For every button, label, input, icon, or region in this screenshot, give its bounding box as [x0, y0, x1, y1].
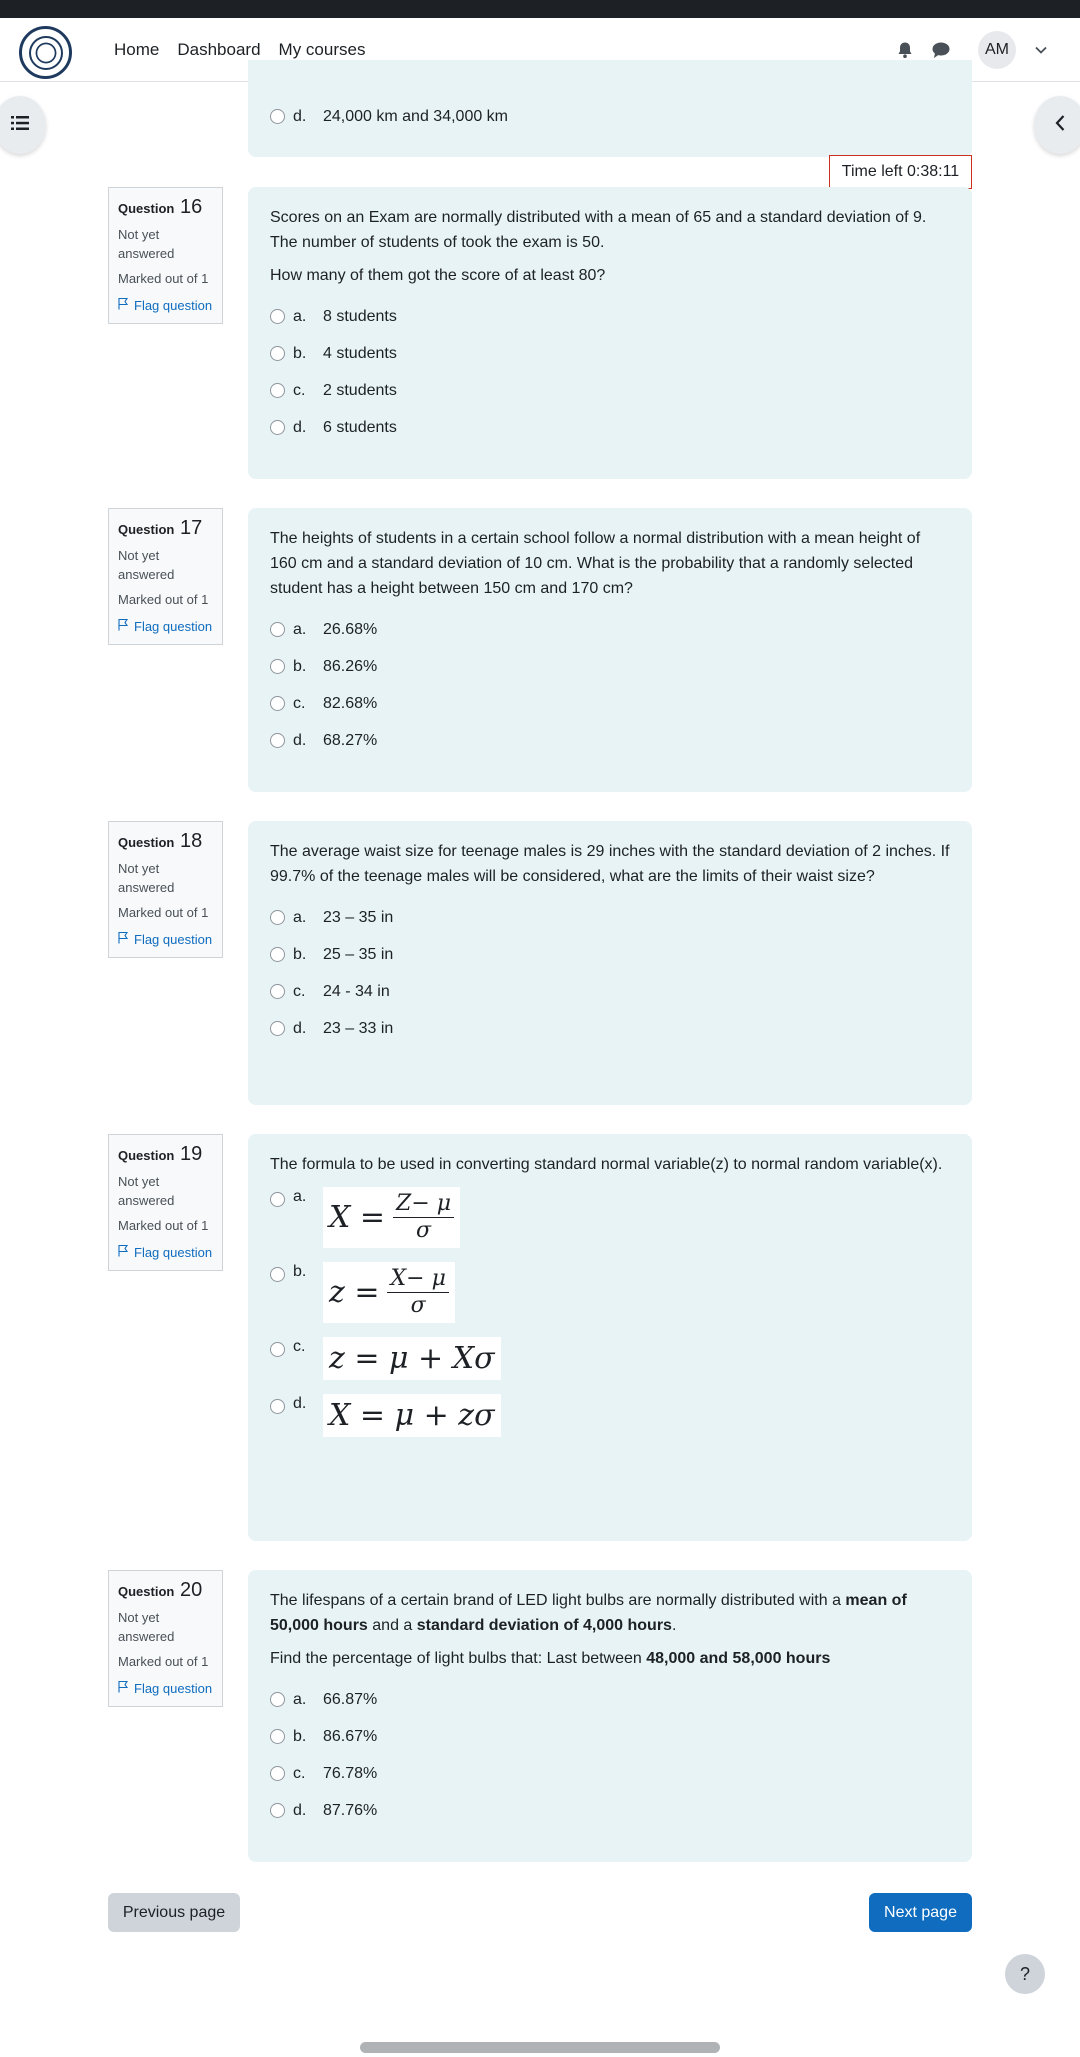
radio-button[interactable] — [270, 309, 285, 324]
question-grade: Marked out of 1 — [118, 271, 209, 286]
question-20-content — [248, 1570, 972, 1862]
answer-option[interactable]: c. 76.78% — [270, 1755, 950, 1792]
nav-home-link[interactable]: Home — [114, 40, 160, 59]
answer-list — [270, 899, 950, 1047]
quiz-timer: Time left 0:38:11 — [829, 155, 972, 189]
answer-option[interactable]: a. 8 students — [270, 298, 950, 335]
chevron-down-icon[interactable] — [1030, 39, 1052, 61]
answer-option[interactable]: c. z = μ + Xσ — [270, 1337, 950, 1380]
nav-dashboard-link[interactable]: Dashboard — [177, 40, 261, 59]
flag-icon — [118, 1679, 134, 1698]
formula-image: X = $\frac{Z- \mu}{\sigma}$ — [323, 1187, 460, 1248]
radio-button[interactable] — [270, 910, 285, 925]
answer-option[interactable]: c. 2 students — [270, 372, 950, 409]
question-text: The formula to be used in converting standard normal variable(z) to normal random variable(x). — [270, 1156, 943, 1173]
question-17-content — [248, 508, 972, 792]
horizontal-scrollbar[interactable] — [360, 2042, 720, 2053]
question-state: Not yet answered — [118, 227, 175, 261]
open-course-index-button[interactable] — [0, 96, 46, 154]
browser-top-strip — [0, 0, 1080, 18]
question-state: Not yet answered — [118, 1610, 175, 1644]
question-number: Question 20 — [118, 1579, 203, 1601]
answer-option[interactable]: c. 82.68% — [270, 685, 950, 722]
answer-option[interactable]: d. 6 students — [270, 409, 950, 446]
question-number: Question 18 — [118, 830, 203, 852]
answer-option[interactable] — [270, 98, 950, 135]
question-number: Question 19 — [118, 1143, 203, 1165]
next-page-button[interactable]: Next page — [869, 1893, 972, 1932]
help-button[interactable]: ? — [1005, 1954, 1045, 1994]
flag-icon — [118, 296, 134, 315]
question-18-info — [108, 821, 223, 958]
question-16-info — [108, 187, 223, 324]
question-number: Question 17 — [118, 517, 203, 539]
option-label: d. — [293, 107, 307, 125]
answer-option[interactable]: b. 4 students — [270, 335, 950, 372]
question-grade: Marked out of 1 — [118, 905, 209, 920]
radio-button[interactable] — [270, 1021, 285, 1036]
question-18-content — [248, 821, 972, 1105]
question-text: The lifespans of a certain brand of LED light bulbs are normally distributed with a mean of 50,000 hours and a standard deviation of 4,000 hours. Find the percentage of light bulbs that: Last between 48,000 and 58,000 hours — [270, 1592, 907, 1667]
previous-page-button[interactable]: Previous page — [108, 1893, 240, 1932]
formula-image: X = μ + zσ — [323, 1394, 501, 1437]
radio-button[interactable] — [270, 733, 285, 748]
question-number: Question 16 — [118, 196, 203, 218]
flag-icon — [118, 930, 134, 949]
question-text: The heights of students in a certain school follow a normal distribution with a mean height of 160 cm and a standard deviation of 10 cm. What is the probability that a randomly selected student has a height between 150 cm and 170 cm? — [270, 530, 921, 597]
answer-list — [270, 298, 950, 446]
flag-question-link[interactable]: Flag question — [118, 930, 213, 949]
radio-button[interactable] — [270, 420, 285, 435]
question-20-info — [108, 1570, 223, 1707]
question-text: The average waist size for teenage males is 29 inches with the standard deviation of 2 inches. If 99.7% of the teenage males will be considered, what are the limits of their waist size? — [270, 843, 950, 885]
radio-button[interactable] — [270, 1803, 285, 1818]
answer-option[interactable]: b. z = $\frac{X- \mu}{\sigma}$ — [270, 1262, 950, 1323]
question-17-info — [108, 508, 223, 645]
answer-option[interactable]: b. 86.26% — [270, 648, 950, 685]
list-icon — [11, 115, 29, 136]
radio-button[interactable] — [270, 1766, 285, 1781]
open-block-drawer-button[interactable] — [1034, 96, 1080, 154]
site-logo[interactable] — [19, 26, 72, 79]
answer-option[interactable]: a. 26.68% — [270, 611, 950, 648]
radio-button[interactable] — [270, 383, 285, 398]
radio-button[interactable] — [270, 659, 285, 674]
answer-option[interactable]: b. 86.67% — [270, 1718, 950, 1755]
radio-button[interactable] — [270, 622, 285, 637]
answer-option[interactable]: a. X = $\frac{Z- \mu}{\sigma}$ — [270, 1187, 950, 1248]
answer-list — [270, 1681, 950, 1829]
option-text: 24,000 km and 34,000 km — [323, 107, 509, 125]
question-grade: Marked out of 1 — [118, 1218, 209, 1233]
flag-question-link[interactable]: Flag question — [118, 1243, 213, 1262]
question-15-content-tail — [248, 60, 972, 157]
question-19-content — [248, 1134, 972, 1541]
radio-button[interactable] — [270, 1267, 285, 1282]
answer-option[interactable]: d. 87.76% — [270, 1792, 950, 1829]
user-avatar[interactable]: AM — [978, 31, 1016, 69]
question-grade: Marked out of 1 — [118, 1654, 209, 1669]
radio-button[interactable] — [270, 947, 285, 962]
question-16-content — [248, 187, 972, 479]
radio-button[interactable] — [270, 1342, 285, 1357]
radio-button[interactable] — [270, 109, 285, 124]
answer-option[interactable]: a. 66.87% — [270, 1681, 950, 1718]
flag-icon — [118, 1243, 134, 1262]
radio-button[interactable] — [270, 696, 285, 711]
chevron-left-icon — [1054, 114, 1066, 137]
answer-option[interactable]: b. 25 – 35 in — [270, 936, 950, 973]
radio-button[interactable] — [270, 1192, 285, 1207]
answer-option[interactable]: c. 24 - 34 in — [270, 973, 950, 1010]
flag-question-link[interactable]: Flag question — [118, 617, 213, 636]
radio-button[interactable] — [270, 346, 285, 361]
flag-icon — [118, 617, 134, 636]
question-state: Not yet answered — [118, 1174, 175, 1208]
answer-list — [270, 611, 950, 759]
answer-option[interactable]: a. 23 – 35 in — [270, 899, 950, 936]
question-19-info — [108, 1134, 223, 1271]
flag-question-link[interactable]: Flag question — [118, 296, 213, 315]
radio-button[interactable] — [270, 1399, 285, 1414]
question-text: Scores on an Exam are normally distributed with a mean of 65 and a standard deviation of 9. The number of students of took the exam is 50. How many of them got the score of at least 80? — [270, 209, 927, 284]
radio-button[interactable] — [270, 1692, 285, 1707]
chat-icon[interactable] — [930, 39, 952, 61]
formula-image: z = $\frac{X- \mu}{\sigma}$ — [323, 1262, 455, 1323]
answer-option[interactable]: d. 68.27% — [270, 722, 950, 759]
flag-question-link[interactable]: Flag question — [118, 1679, 213, 1698]
bell-icon[interactable] — [894, 39, 916, 61]
answer-list — [270, 1187, 950, 1437]
formula-image: z = μ + Xσ — [323, 1337, 501, 1380]
question-state: Not yet answered — [118, 861, 175, 895]
nav-my-courses-link[interactable]: My courses — [278, 40, 366, 59]
answer-option[interactable]: d. 23 – 33 in — [270, 1010, 950, 1047]
radio-button[interactable] — [270, 1729, 285, 1744]
question-state: Not yet answered — [118, 548, 175, 582]
answer-option[interactable]: d. X = μ + zσ — [270, 1394, 950, 1437]
radio-button[interactable] — [270, 984, 285, 999]
question-grade: Marked out of 1 — [118, 592, 209, 607]
